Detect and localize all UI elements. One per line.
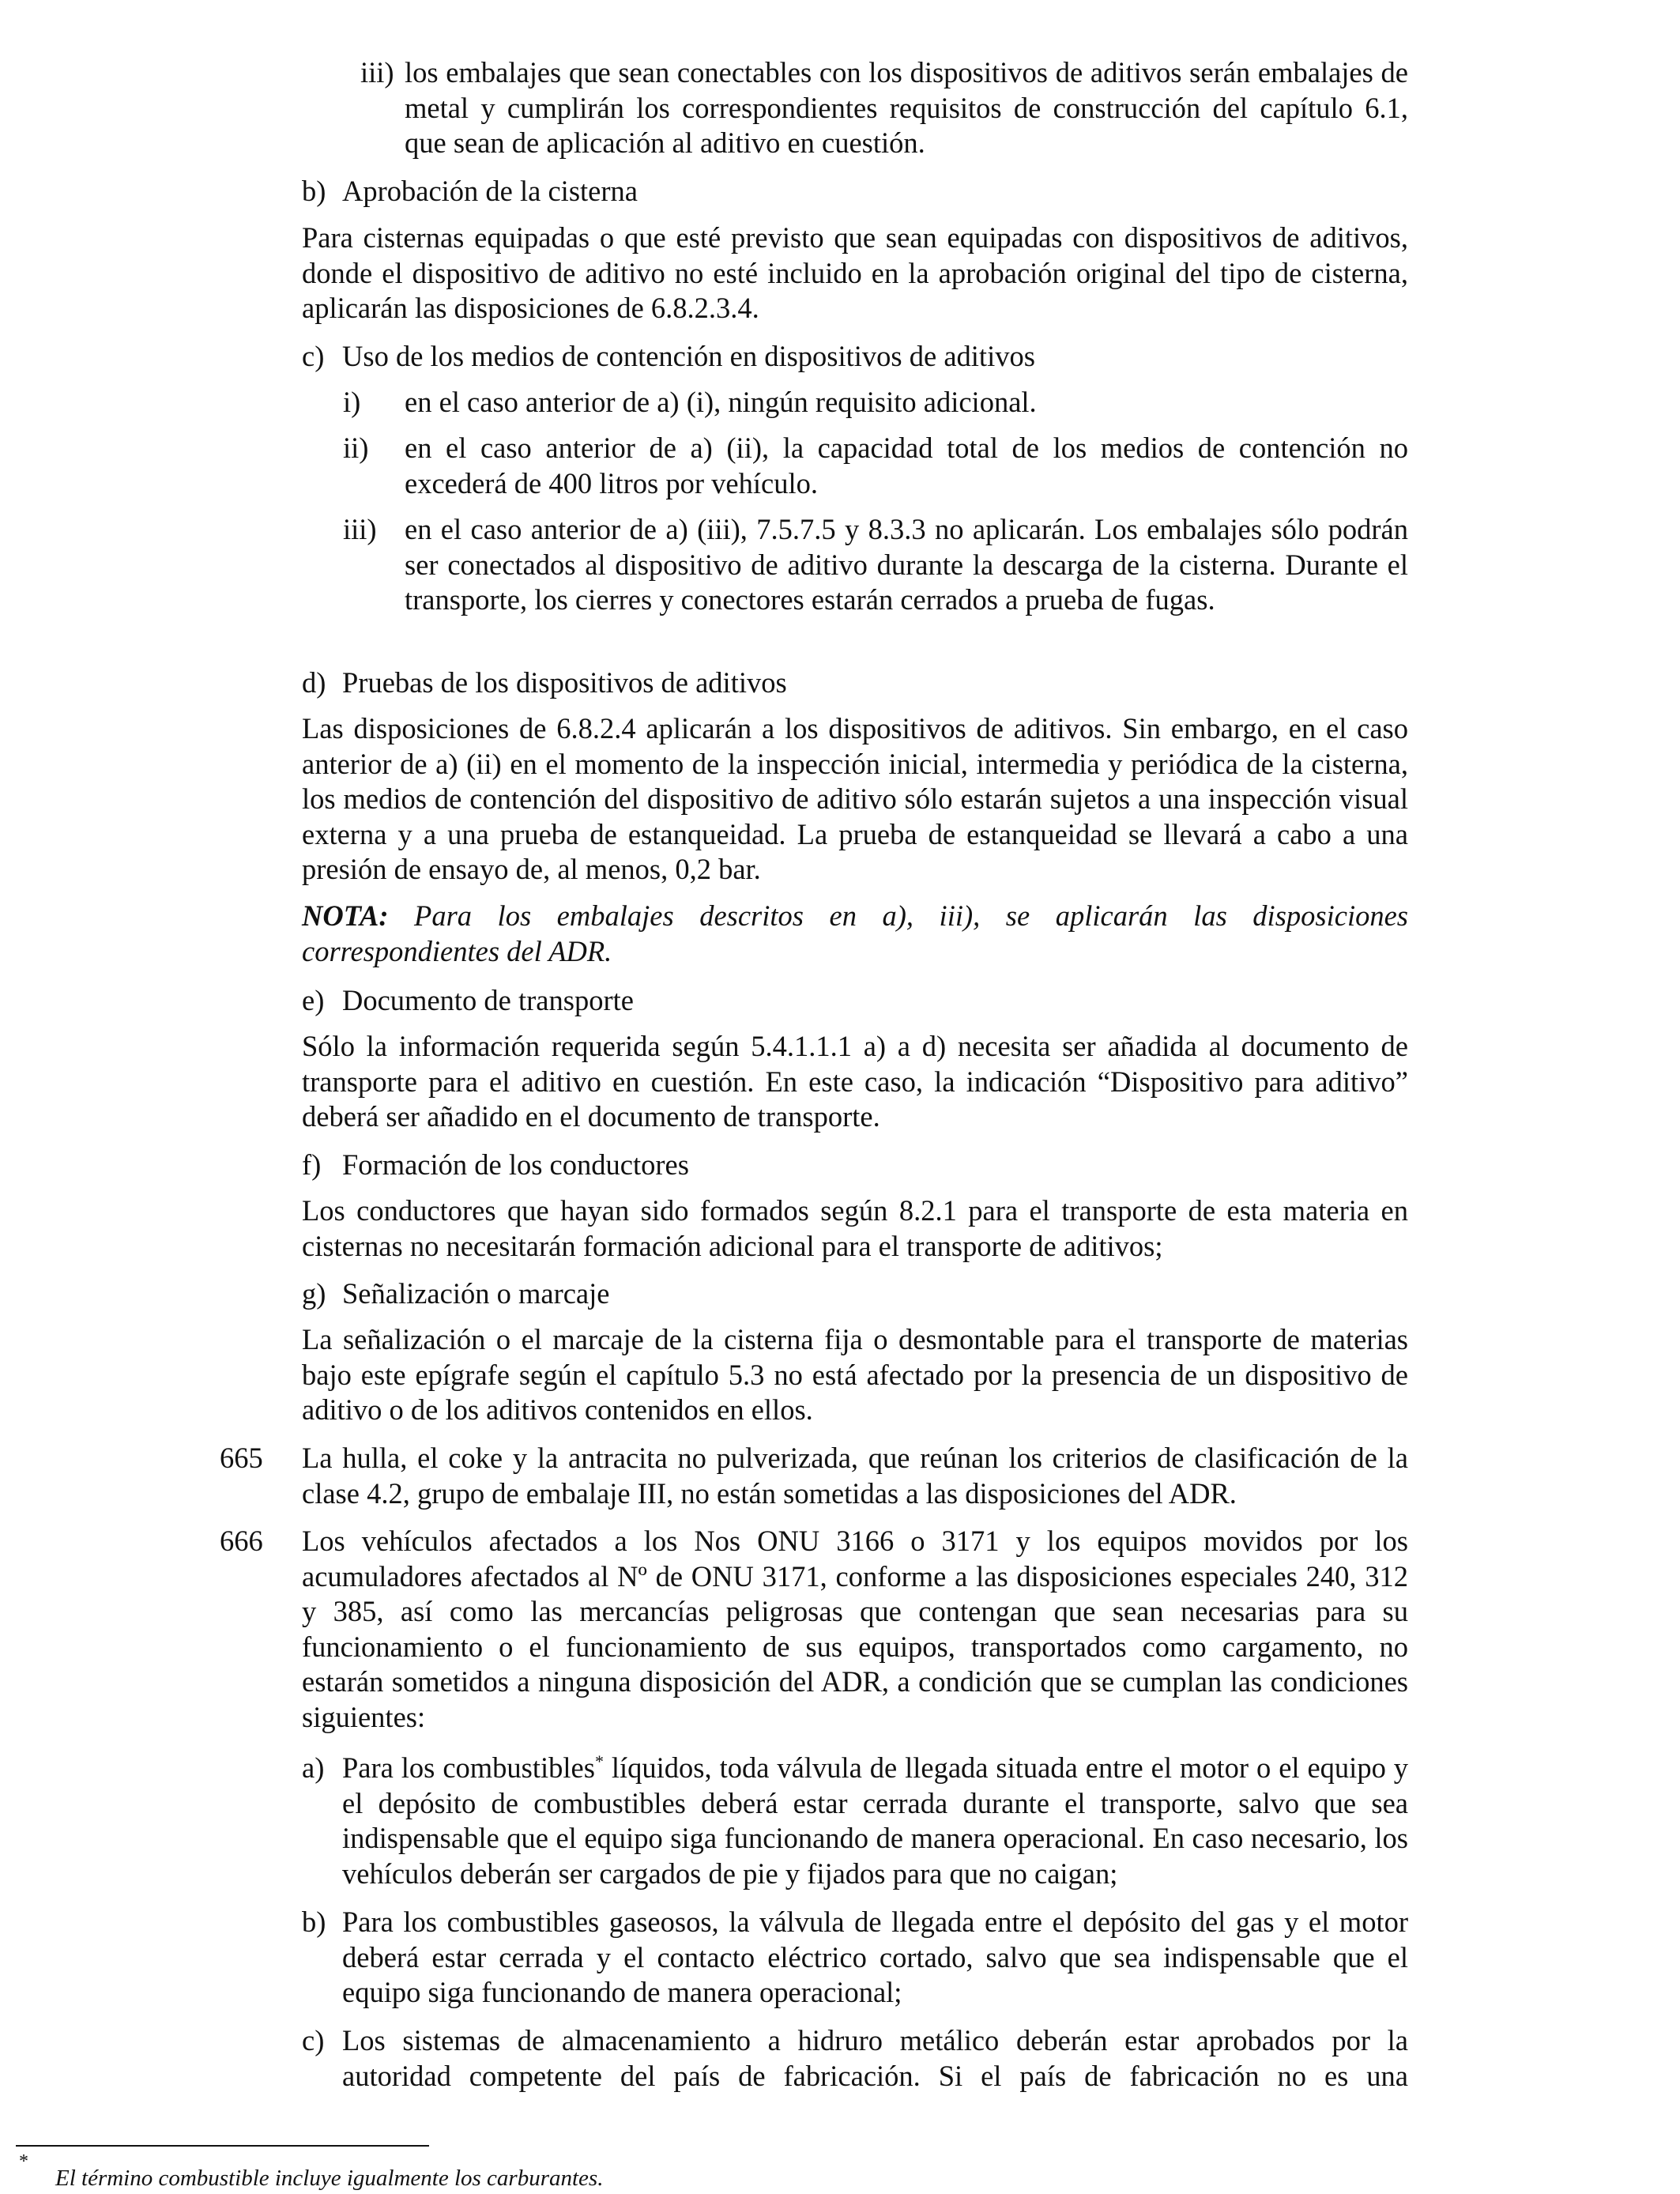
section-label: c) bbox=[302, 340, 325, 372]
item-text: en el caso anterior de a) (ii), la capacidad total de los medios de contención no excederá de 400 litros por vehículo. bbox=[405, 432, 1408, 499]
section-text: Los conductores que hayan sido formados según 8.2.1 para el transporte de esta materia en cisternas no necesitarán formación adicional para el transporte de aditivos; bbox=[302, 1194, 1408, 1262]
section-title: Aprobación de la cisterna bbox=[342, 175, 638, 207]
section-text: La señalización o el marcaje de la cisterna fija o desmontable para el transporte de materias bajo este epígrafe según el capítulo 5.3 no está afectado por la presencia de un dispositivo de aditivo o de los aditivos contenidos en ellos. bbox=[302, 1323, 1408, 1426]
item-text: en el caso anterior de a) (i), ningún requisito adicional. bbox=[405, 386, 1037, 418]
item-label: ii) bbox=[343, 432, 369, 464]
note-label: NOTA: bbox=[302, 899, 389, 932]
provision-text: Los vehículos afectados a los Nos ONU 3166 o 3171 y los equipos movidos por los acumuladores afectados al Nº de ONU 3171, conforme a las disposiciones especiales 240, 312 y 385, así como las mercancías peligrosas que contengan que sean necesarias para su funcionamiento o el funcionamiento de sus equipos, transportados como cargamento, no estarán sometidos a ninguna disposición del ADR, a condición que se cumplan las condiciones siguientes: bbox=[302, 1525, 1408, 1733]
provision-number: 665 bbox=[220, 1442, 263, 1474]
provision-number: 666 bbox=[220, 1525, 263, 1557]
item-text: en el caso anterior de a) (iii), 7.5.7.5 y 8.3.3 no aplicarán. Los embalajes sólo podrán ser conectados al dispositivo de aditivo durante la descarga de la cisterna. Durante el transporte, los cierres y conectores estarán cerrados a prueba de fugas. bbox=[405, 513, 1408, 616]
section-text: Sólo la información requerida según 5.4.1.1.1 a) a d) necesita ser añadida al documento de transporte para el aditivo en cuestión. En este caso, la indicación “Dispositivo para aditivo” deberá ser añadido en el documento de transporte. bbox=[302, 1030, 1408, 1133]
item-text: los embalajes que sean conectables con los dispositivos de aditivos serán embalajes de metal y cumplirán los correspondientes requisitos de construcción del capítulo 6.1, que sean de aplicación al aditivo en cuestión. bbox=[405, 56, 1408, 159]
section-title: Pruebas de los dispositivos de aditivos bbox=[342, 666, 787, 699]
item-label: iii) bbox=[360, 56, 394, 89]
item-label: c) bbox=[302, 2024, 325, 2056]
item-label: i) bbox=[343, 386, 361, 418]
item-text bbox=[342, 1751, 1408, 1891]
note bbox=[302, 899, 1408, 969]
section-title: Uso de los medios de contención en dispositivos de aditivos bbox=[342, 340, 1035, 372]
item-text-part: líquidos, toda válvula de llegada situada entre el motor o el equipo y el depósito de combustibles deberá estar cerrada durante el transporte, salvo que sea indispensable que el equipo siga funcionando de manera operacional. En caso necesario, los vehículos deberán ser cargados de pie y fijados para que no caigan; bbox=[342, 1751, 1409, 1890]
item-text: Para los combustibles gaseosos, la válvula de llegada entre el depósito del gas y el motor deberá estar cerrada y el contacto eléctrico cortado, salvo que sea indispensable que el equipo siga funcionando de manera operacional; bbox=[342, 1906, 1408, 2008]
footnote-divider bbox=[16, 2145, 429, 2147]
section-title: Señalización o marcaje bbox=[342, 1277, 610, 1310]
section-label: d) bbox=[302, 666, 326, 699]
item-label: b) bbox=[302, 1906, 326, 1938]
section-title: Formación de los conductores bbox=[342, 1148, 689, 1181]
section-label: f) bbox=[302, 1148, 322, 1181]
item-label: iii) bbox=[343, 513, 377, 545]
footnote-text: El término combustible incluye igualmente los carburantes. bbox=[55, 2166, 604, 2191]
provision-text: La hulla, el coke y la antracita no pulverizada, que reúnan los criterios de clasificación de la clase 4.2, grupo de embalaje III, no están sometidas a las disposiciones del ADR. bbox=[302, 1442, 1408, 1510]
footnote-mark: * bbox=[19, 2151, 28, 2172]
section-text: Para cisternas equipadas o que esté previsto que sean equipadas con dispositivos de aditivos, donde el dispositivo de aditivo no esté incluido en la aprobación original del tipo de cisterna, aplicarán las disposiciones de 6.8.2.3.4. bbox=[302, 221, 1408, 324]
section-label: g) bbox=[302, 1277, 326, 1310]
section-label: b) bbox=[302, 175, 326, 207]
section-title: Documento de transporte bbox=[342, 984, 634, 1016]
footnote-reference: * bbox=[594, 1751, 604, 1771]
note-text: Para los embalajes descritos en a), iii), se aplicarán las disposiciones correspondientes del ADR. bbox=[302, 899, 1408, 967]
item-label: a) bbox=[302, 1751, 325, 1784]
item-text-part: Para los combustibles bbox=[342, 1751, 595, 1784]
section-label: e) bbox=[302, 984, 325, 1016]
section-text: Las disposiciones de 6.8.2.4 aplicarán a los dispositivos de aditivos. Sin embargo, en el caso anterior de a) (ii) en el momento de la inspección inicial, intermedia y periódica de la cisterna, los medios de contención del dispositivo de aditivo sólo estarán sujetos a una inspección visual externa y a una prueba de estanqueidad. La prueba de estanqueidad se llevará a cabo a una presión de ensayo de, al menos, 0,2 bar. bbox=[302, 712, 1408, 885]
item-text: Los sistemas de almacenamiento a hidruro metálico deberán estar aprobados por la autoridad competente del país de fabricación. Si el país de fabricación no es una bbox=[342, 2024, 1408, 2092]
